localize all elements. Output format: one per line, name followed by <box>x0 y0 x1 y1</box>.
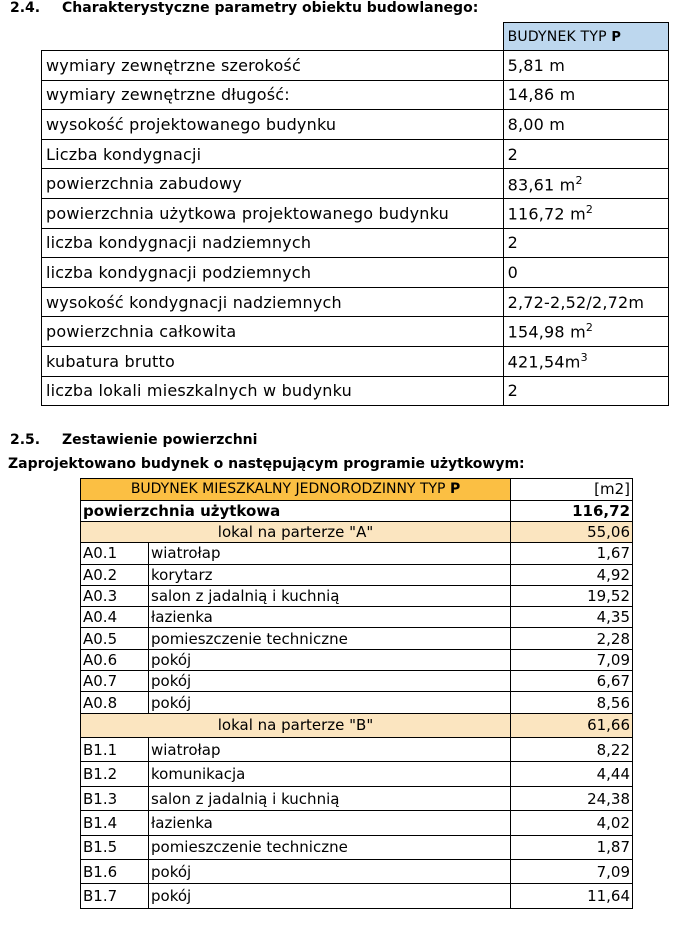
local-row <box>81 713 633 737</box>
areas-table-header <box>81 479 511 501</box>
room-code: A0.5 <box>81 628 149 649</box>
room-row <box>81 835 633 859</box>
room-row <box>81 628 633 649</box>
parameter-value <box>503 110 668 140</box>
parameter-value-text: 2 <box>507 144 518 164</box>
room-area: 7,09 <box>511 860 633 884</box>
room-area: 4,92 <box>511 564 633 585</box>
parameter-value <box>503 346 668 376</box>
room-area: 7,09 <box>511 649 633 670</box>
parameter-value-text: 8,00 m <box>507 114 566 134</box>
total-label: powierzchnia użytkowa <box>81 500 511 522</box>
column-header-suffix: P <box>611 29 622 45</box>
room-area: 19,52 <box>511 585 633 606</box>
room-code: B1.1 <box>81 738 149 762</box>
room-name: pokój <box>149 671 511 692</box>
parameter-value-text: 2 <box>507 233 518 253</box>
room-code: B1.6 <box>81 860 149 884</box>
room-name: korytarz <box>149 564 511 585</box>
local-name: lokal na parterze "A" <box>81 522 511 543</box>
parameter-value <box>503 198 668 228</box>
room-row <box>81 692 633 713</box>
parameter-value-exponent: 2 <box>585 321 594 335</box>
parameter-value <box>503 139 668 169</box>
section-24-title: Charakterystyczne parametry obiektu budowlanego: <box>62 0 479 16</box>
room-area: 8,56 <box>511 692 633 713</box>
local-area: 55,06 <box>511 522 633 543</box>
room-code: B1.2 <box>81 762 149 786</box>
room-code: B1.7 <box>81 884 149 908</box>
room-area: 24,38 <box>511 786 633 810</box>
parameter-value-text: 154,98 m <box>507 322 586 342</box>
building-parameters-table <box>41 22 669 406</box>
parameter-value <box>503 228 668 258</box>
parameter-row <box>42 287 669 317</box>
parameter-label: wysokość kondygnacji nadziemnych <box>42 287 504 317</box>
parameter-value-exponent: 2 <box>585 203 594 217</box>
room-code: A0.4 <box>81 607 149 628</box>
room-row <box>81 671 633 692</box>
room-code: A0.7 <box>81 671 149 692</box>
parameter-label: powierzchnia użytkowa projektowanego budynku <box>42 198 504 228</box>
parameter-row <box>42 51 669 81</box>
parameter-label: wymiary zewnętrzne szerokość <box>42 51 504 81</box>
room-row <box>81 649 633 670</box>
areas-header-suffix: P <box>449 481 461 498</box>
room-row <box>81 786 633 810</box>
parameter-row <box>42 258 669 288</box>
room-row <box>81 884 633 908</box>
room-area: 2,28 <box>511 628 633 649</box>
parameter-value-text: 5,81 m <box>507 55 566 75</box>
room-area: 4,02 <box>511 811 633 835</box>
parameter-row <box>42 139 669 169</box>
room-name: salon z jadalnią i kuchnią <box>149 786 511 810</box>
parameter-value <box>503 376 668 406</box>
areas-header-row <box>81 479 633 501</box>
room-code: B1.5 <box>81 835 149 859</box>
parameter-row <box>42 198 669 228</box>
room-name: wiatrołap <box>149 738 511 762</box>
section-25-subtitle: Zaprojektowano budynek o następującym programie użytkowym: <box>8 456 525 472</box>
section-24-number: 2.4. <box>10 0 41 16</box>
room-area: 1,87 <box>511 835 633 859</box>
room-name: pomieszczenie techniczne <box>149 835 511 859</box>
room-area: 6,67 <box>511 671 633 692</box>
room-code: B1.4 <box>81 811 149 835</box>
room-name: łazienka <box>149 811 511 835</box>
parameter-value <box>503 169 668 199</box>
room-row <box>81 585 633 606</box>
room-name: pokój <box>149 649 511 670</box>
room-code: A0.2 <box>81 564 149 585</box>
parameter-value-text: 116,72 m <box>507 204 586 224</box>
room-row <box>81 607 633 628</box>
parameter-row <box>42 228 669 258</box>
parameter-value <box>503 51 668 81</box>
room-name: komunikacja <box>149 762 511 786</box>
parameter-value-text: 14,86 m <box>507 85 576 105</box>
parameter-label: Liczba kondygnacji <box>42 139 504 169</box>
room-area: 8,22 <box>511 738 633 762</box>
section-25-number: 2.5. <box>10 432 41 448</box>
parameter-value <box>503 80 668 110</box>
unit-header: [m2] <box>511 479 633 501</box>
room-code: A0.8 <box>81 692 149 713</box>
room-code: A0.3 <box>81 585 149 606</box>
parameter-row <box>42 346 669 376</box>
parameter-row <box>42 376 669 406</box>
room-name: pokój <box>149 884 511 908</box>
parameter-label: wysokość projektowanego budynku <box>42 110 504 140</box>
room-row <box>81 564 633 585</box>
room-area: 4,44 <box>511 762 633 786</box>
parameter-label: liczba lokali mieszkalnych w budynku <box>42 376 504 406</box>
parameter-value <box>503 258 668 288</box>
room-row <box>81 811 633 835</box>
room-row <box>81 860 633 884</box>
room-name: pomieszczenie techniczne <box>149 628 511 649</box>
room-area: 1,67 <box>511 543 633 564</box>
areas-table <box>80 478 633 909</box>
parameter-label: liczba kondygnacji podziemnych <box>42 258 504 288</box>
parameters-column-header <box>503 23 668 51</box>
room-name: salon z jadalnią i kuchnią <box>149 585 511 606</box>
local-area: 61,66 <box>511 713 633 737</box>
parameters-header-row <box>42 23 669 51</box>
room-name: łazienka <box>149 607 511 628</box>
parameter-value-text: 83,61 m <box>507 174 576 194</box>
parameter-row <box>42 110 669 140</box>
room-code: A0.1 <box>81 543 149 564</box>
room-name: wiatrołap <box>149 543 511 564</box>
local-row <box>81 522 633 543</box>
total-row <box>81 500 633 522</box>
parameter-value-text: 421,54m <box>507 352 581 372</box>
room-row <box>81 738 633 762</box>
room-code: B1.3 <box>81 786 149 810</box>
parameter-row <box>42 317 669 347</box>
section-25-title: Zestawienie powierzchni <box>62 432 258 448</box>
parameter-value-text: 2,72-2,52/2,72m <box>507 292 645 312</box>
parameter-label: kubatura brutto <box>42 346 504 376</box>
parameter-value <box>503 317 668 347</box>
room-area: 11,64 <box>511 884 633 908</box>
parameter-value-exponent: 2 <box>575 173 583 187</box>
parameter-value-text: 0 <box>507 262 518 282</box>
local-name: lokal na parterze "B" <box>81 713 511 737</box>
parameter-label: liczba kondygnacji nadziemnych <box>42 228 504 258</box>
section-24-heading <box>10 0 478 16</box>
room-area: 4,35 <box>511 607 633 628</box>
room-name: pokój <box>149 860 511 884</box>
parameter-value-text: 2 <box>507 381 518 401</box>
parameter-value <box>503 287 668 317</box>
parameters-header-empty <box>42 23 504 51</box>
room-row <box>81 762 633 786</box>
section-25-heading <box>10 432 257 448</box>
areas-header-text: BUDYNEK MIESZKALNY JEDNORODZINNY TYP <box>130 481 446 498</box>
room-name: pokój <box>149 692 511 713</box>
room-code: A0.6 <box>81 649 149 670</box>
parameter-label: powierzchnia zabudowy <box>42 169 504 199</box>
room-row <box>81 543 633 564</box>
parameter-label: powierzchnia całkowita <box>42 317 504 347</box>
column-header-text: BUDYNEK TYP <box>507 28 607 45</box>
parameter-label: wymiary zewnętrzne długość: <box>42 80 504 110</box>
parameter-row <box>42 80 669 110</box>
total-value: 116,72 <box>511 500 633 522</box>
parameter-value-exponent: 3 <box>580 351 588 365</box>
parameter-row <box>42 169 669 199</box>
